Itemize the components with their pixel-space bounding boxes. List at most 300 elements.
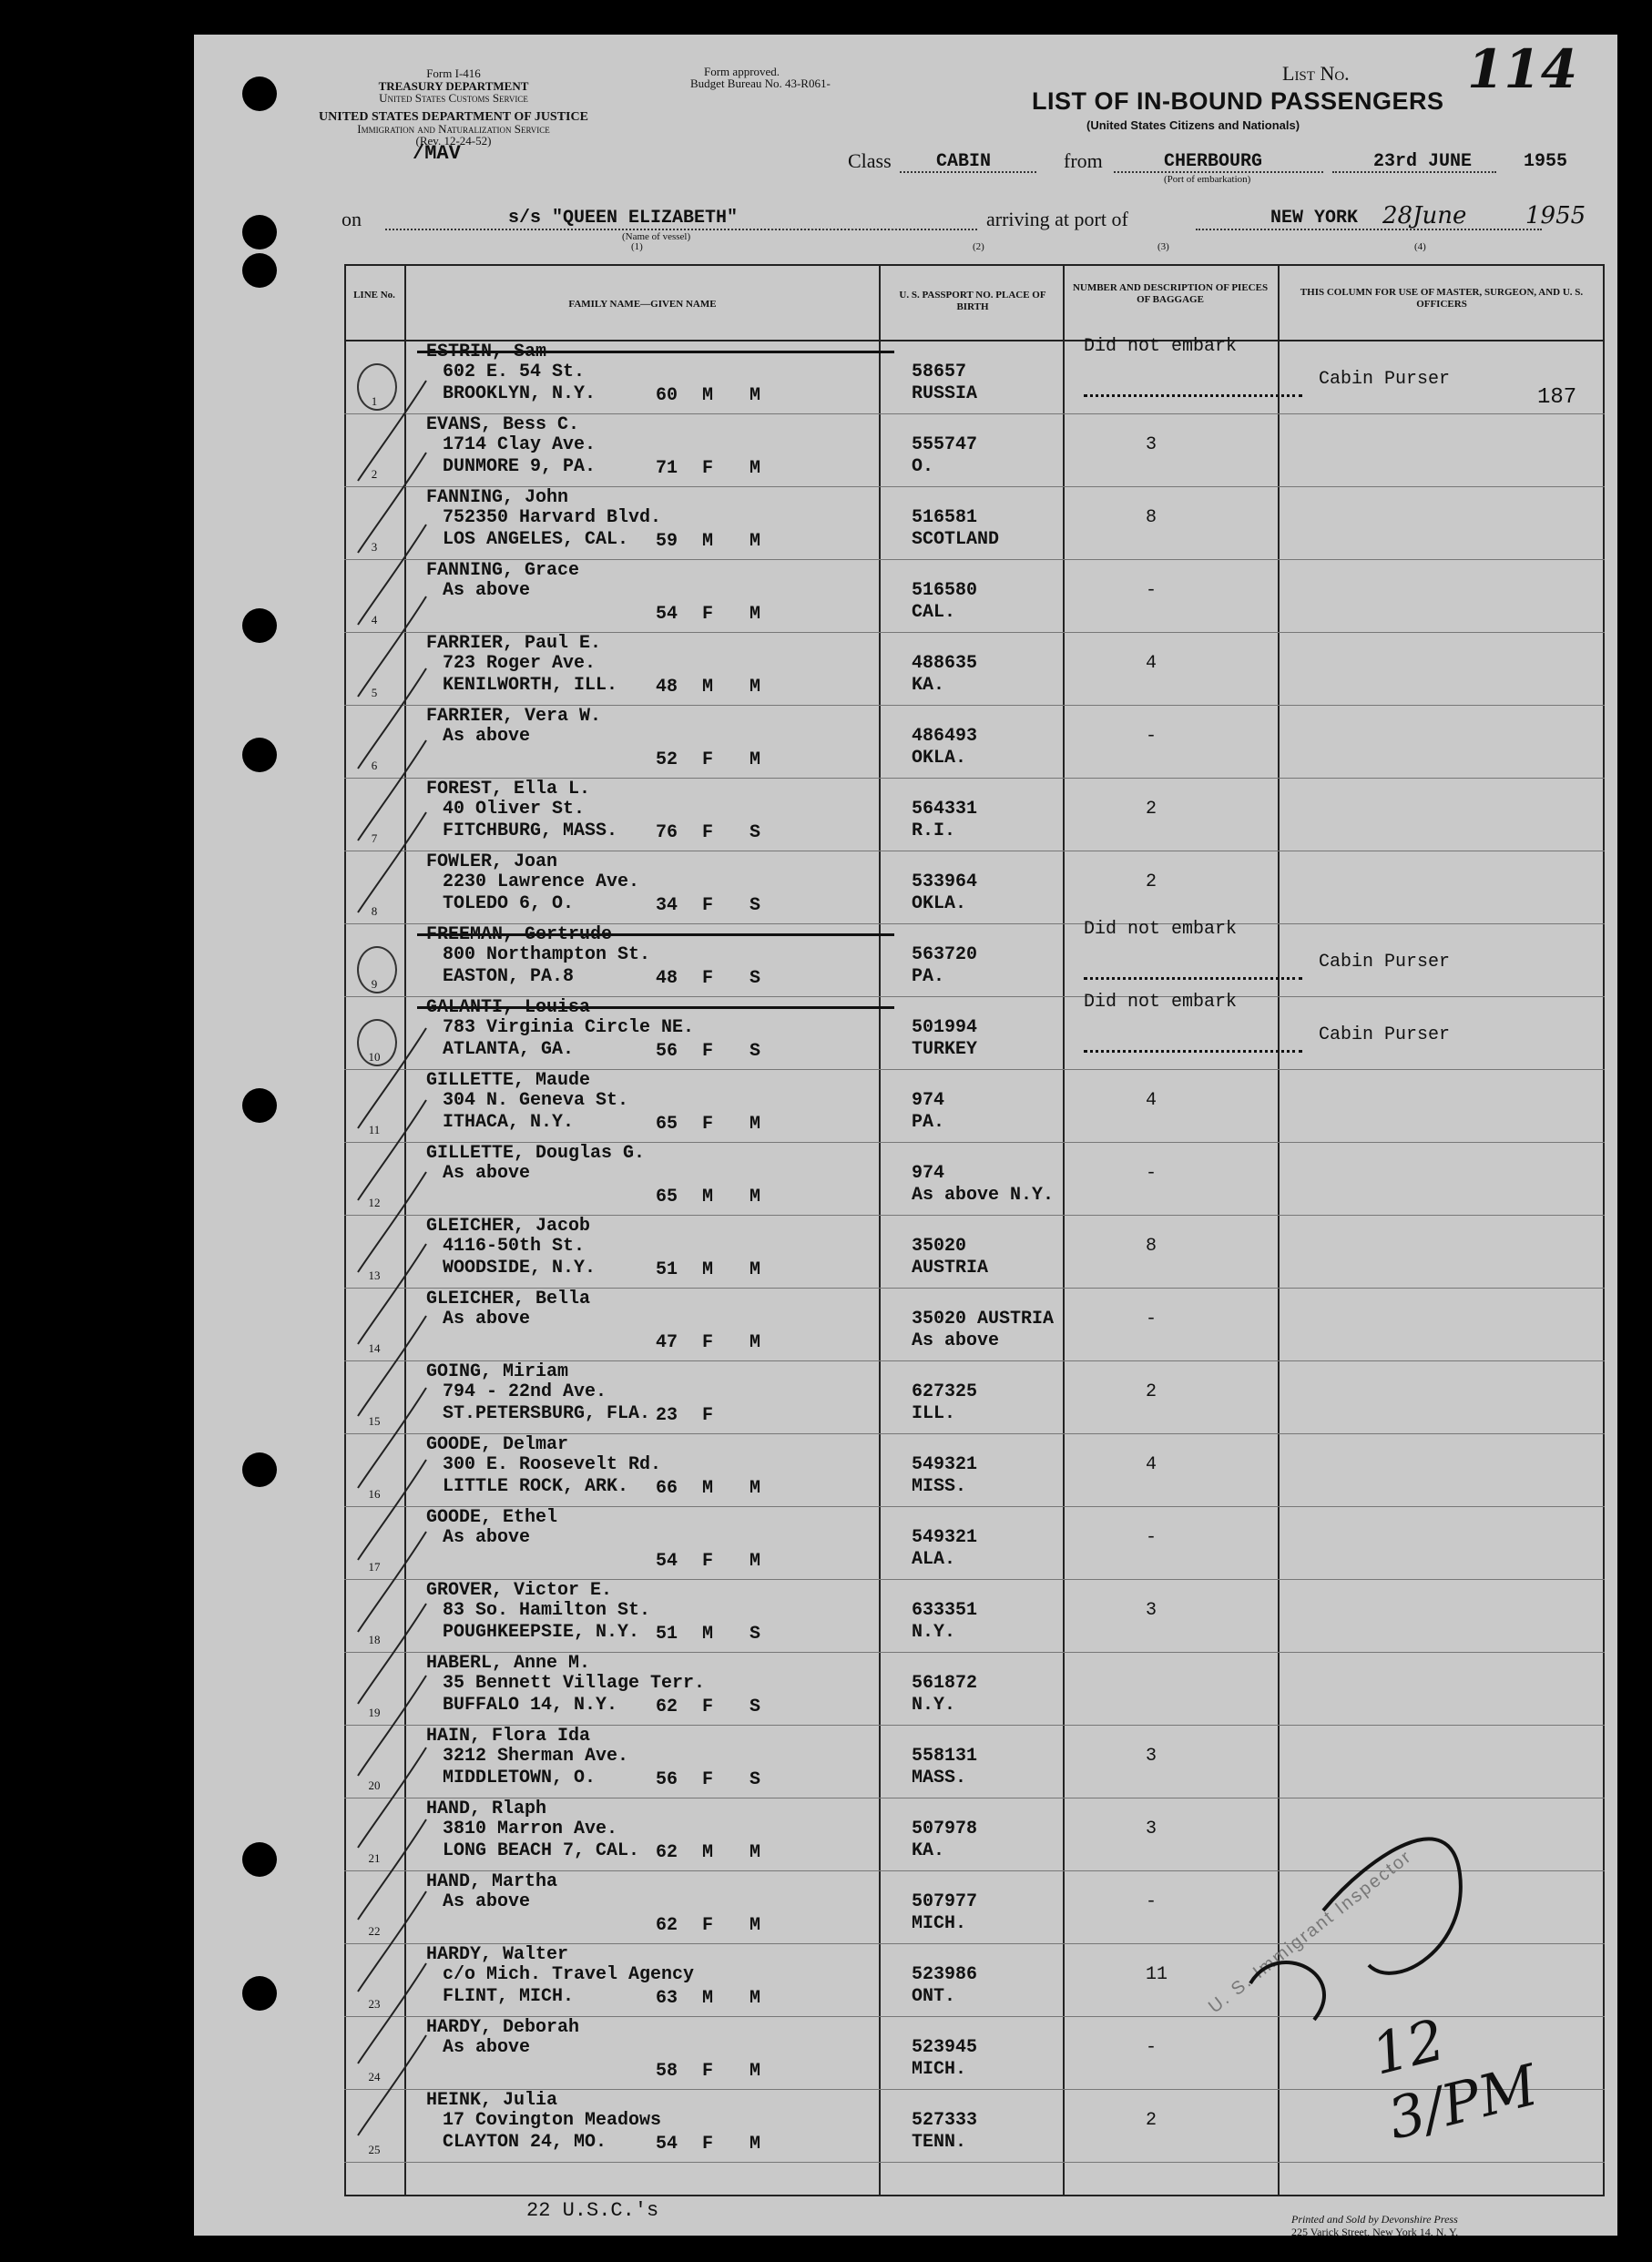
passenger-name: HABERL, Anne M. <box>426 1653 591 1674</box>
revision: (Rev. 12-24-52) <box>415 134 492 148</box>
form-number: Form I-416 <box>426 66 481 80</box>
passport-number: 633351 <box>912 1600 978 1621</box>
address-line: 83 So. Hamilton St. <box>443 1600 651 1621</box>
from-value: CHERBOURG <box>1164 151 1263 172</box>
check-mark <box>358 1747 426 1848</box>
city-line: FLINT, MICH. <box>443 1986 575 2007</box>
address-line: As above <box>443 726 531 747</box>
binder-hole <box>242 1842 277 1877</box>
arrival-date: 28June <box>1382 202 1467 229</box>
baggage-count: 11 <box>1146 1964 1168 1985</box>
passenger-name: FREEMAN, Gertrude <box>426 924 613 945</box>
passenger-row <box>344 919 1605 997</box>
handwritten-scrawl <box>1214 1747 1514 2047</box>
line-number: 1 <box>371 394 378 408</box>
passenger-name: GOODE, Ethel <box>426 1507 558 1528</box>
officer-note: Cabin Purser <box>1319 1024 1451 1045</box>
binder-hole <box>242 1088 277 1123</box>
passenger-row <box>344 560 1605 633</box>
city-line: MIDDLETOWN, O. <box>443 1768 597 1788</box>
sex: M <box>702 1842 714 1863</box>
officer-note: Cabin Purser <box>1319 952 1451 973</box>
passport-number: 558131 <box>912 1746 978 1767</box>
treasury-dept: TREASURY DEPARTMENT <box>378 79 529 93</box>
sex: F <box>702 1769 714 1790</box>
status-note: Did not embark <box>1084 919 1238 940</box>
passport-number: 563720 <box>912 944 978 965</box>
address-line: 752350 Harvard Blvd. <box>443 507 662 528</box>
sex: F <box>702 895 714 916</box>
baggage-count: - <box>1146 1163 1157 1184</box>
baggage-count: 4 <box>1146 1090 1157 1111</box>
passenger-name: GLEICHER, Jacob <box>426 1216 591 1237</box>
age: 54 <box>656 1551 678 1572</box>
baggage-count: - <box>1146 2037 1157 2058</box>
address-line: 3810 Marron Ave. <box>443 1819 618 1839</box>
passenger-row <box>344 1289 1605 1361</box>
passport-number: 58657 <box>912 362 967 382</box>
place-of-birth: N.Y. <box>912 1695 956 1716</box>
passenger-name: HAIN, Flora Ida <box>426 1726 591 1747</box>
line-number: 25 <box>368 2143 381 2156</box>
age: 56 <box>656 1769 678 1790</box>
check-mark <box>358 596 426 697</box>
sex: F <box>702 2061 714 2082</box>
vessel-rule <box>385 229 977 230</box>
age: 62 <box>656 1696 678 1717</box>
city-line: LONG BEACH 7, CAL. <box>443 1840 640 1861</box>
age: 60 <box>656 385 678 406</box>
age: 48 <box>656 677 678 698</box>
passport-number: 488635 <box>912 653 978 674</box>
binder-hole <box>242 608 277 643</box>
marital-status: S <box>750 895 761 916</box>
marital-status: M <box>750 1114 761 1135</box>
passenger-name: GOING, Miriam <box>426 1361 569 1382</box>
city-line: FITCHBURG, MASS. <box>443 820 618 841</box>
on-label: on <box>342 208 362 230</box>
line-number: 23 <box>368 1997 381 2011</box>
passport-number: 561872 <box>912 1673 978 1694</box>
status-note: Did not embark <box>1084 992 1238 1013</box>
age: 51 <box>656 1624 678 1645</box>
address-line: As above <box>443 1163 531 1184</box>
inspection-time: 12 3/PM <box>1365 2005 1545 2153</box>
marital-status: M <box>750 2061 761 2082</box>
address-line: 602 E. 54 St. <box>443 362 586 382</box>
class-value: CABIN <box>936 151 992 172</box>
sex: F <box>702 604 714 625</box>
marital-status: M <box>750 1332 761 1353</box>
officer-number: 187 <box>1537 385 1577 410</box>
sex: F <box>702 1696 714 1717</box>
passport-number: 974 <box>912 1163 945 1184</box>
age: 58 <box>656 2061 678 2082</box>
place-of-birth: KA. <box>912 675 945 696</box>
form-approved: Form approved. <box>704 65 780 78</box>
passenger-name: GILLETTE, Maude <box>426 1070 591 1091</box>
departure-date: 23rd JUNE <box>1373 151 1473 172</box>
city-line: EASTON, PA.8 <box>443 966 575 987</box>
passenger-row <box>344 706 1605 779</box>
address-line: As above <box>443 1527 531 1548</box>
passport-number: 549321 <box>912 1454 978 1475</box>
status-note: Did not embark <box>1084 336 1238 357</box>
passenger-row <box>344 1143 1605 1216</box>
age: 54 <box>656 604 678 625</box>
passport-number: 35020 <box>912 1236 967 1257</box>
line-number: 17 <box>368 1560 381 1574</box>
sex: M <box>702 531 714 552</box>
passenger-row <box>344 414 1605 487</box>
line-number: 7 <box>371 831 378 845</box>
age: 47 <box>656 1332 678 1353</box>
inspector-stamp: U. S. Immigrant Inspector <box>1205 1846 1416 2018</box>
binder-hole <box>242 1976 277 2011</box>
age: 65 <box>656 1114 678 1135</box>
passport-number: 501994 <box>912 1017 978 1038</box>
place-of-birth: N.Y. <box>912 1622 956 1643</box>
passenger-name: HAND, Martha <box>426 1871 558 1892</box>
from-label: from <box>1064 149 1103 172</box>
city-line: ITHACA, N.Y. <box>443 1112 575 1133</box>
passenger-name: GROVER, Victor E. <box>426 1580 613 1601</box>
dotted-leader <box>1084 977 1302 980</box>
col-num-3: (3) <box>1157 241 1169 252</box>
col-line-header: LINE No. <box>353 290 395 301</box>
passport-number: 974 <box>912 1090 945 1111</box>
passport-number: 627325 <box>912 1381 978 1402</box>
marital-status: M <box>750 749 761 770</box>
manifest-sheet <box>194 35 1617 2236</box>
place-of-birth: OKLA. <box>912 748 967 769</box>
check-mark <box>358 525 426 625</box>
passport-number: 523986 <box>912 1964 978 1985</box>
city-line: CLAYTON 24, MO. <box>443 2132 607 2153</box>
passenger-name: HARDY, Walter <box>426 1944 569 1965</box>
age: 71 <box>656 458 678 479</box>
dotted-leader <box>1084 1050 1302 1053</box>
line-number: 14 <box>368 1341 381 1355</box>
place-of-birth: MICH. <box>912 2059 967 2080</box>
check-mark <box>358 740 426 841</box>
strike-line <box>417 1006 894 1009</box>
passenger-row <box>344 633 1605 706</box>
sex: F <box>702 1405 714 1426</box>
marital-status: S <box>750 968 761 989</box>
line-number: 4 <box>371 613 378 627</box>
passenger-row <box>344 1507 1605 1580</box>
departure-year: 1955 <box>1524 151 1568 172</box>
class-label: Class <box>848 149 892 172</box>
marital-status: S <box>750 1624 761 1645</box>
passenger-name: FARRIER, Vera W. <box>426 706 602 727</box>
arrival-rule <box>1196 229 1542 230</box>
check-mark <box>358 453 426 553</box>
age: 62 <box>656 1915 678 1936</box>
passenger-row <box>344 1361 1605 1434</box>
place-of-birth: CAL. <box>912 602 956 623</box>
budget-bureau: Budget Bureau No. 43-R061- <box>690 76 831 90</box>
check-mark <box>358 1460 426 1560</box>
age: 51 <box>656 1259 678 1280</box>
check-mark <box>358 1676 426 1776</box>
address-line: 40 Oliver St. <box>443 799 586 820</box>
marital-status: M <box>750 2134 761 2155</box>
mav-mark: /MAV <box>413 142 461 165</box>
baggage-count: - <box>1146 1891 1157 1912</box>
vessel-caption: (Name of vessel) <box>622 231 691 242</box>
passenger-name: ESTRIN, Sam <box>426 341 547 362</box>
passenger-row <box>344 1070 1605 1143</box>
passenger-name: FARRIER, Paul E. <box>426 633 602 654</box>
place-of-birth: As above <box>912 1330 1000 1351</box>
customs-service: United States Customs Service <box>379 91 528 105</box>
sex: M <box>702 1478 714 1499</box>
age: 59 <box>656 531 678 552</box>
line-number: 13 <box>368 1269 381 1282</box>
passenger-row <box>344 487 1605 560</box>
passenger-row <box>344 336 1605 414</box>
marital-status: S <box>750 1769 761 1790</box>
baggage-count: - <box>1146 1309 1157 1330</box>
place-of-birth: KA. <box>912 1840 945 1861</box>
address-line: As above <box>443 2037 531 2058</box>
line-number: 9 <box>371 977 378 991</box>
passenger-name: FANNING, John <box>426 487 569 508</box>
check-mark <box>358 1891 426 1992</box>
passport-number: 527333 <box>912 2110 978 2131</box>
passenger-row <box>344 1216 1605 1289</box>
address-line: 304 N. Geneva St. <box>443 1090 629 1111</box>
marital-status: M <box>750 1915 761 1936</box>
passenger-name: GOODE, Delmar <box>426 1434 569 1455</box>
document-title: LIST OF IN-BOUND PASSENGERS <box>1032 87 1444 115</box>
check-mark <box>358 381 426 481</box>
age: 63 <box>656 1988 678 2009</box>
city-line: BUFFALO 14, N.Y. <box>443 1695 618 1716</box>
baggage-count: 3 <box>1146 1746 1157 1767</box>
officer-note: Cabin Purser <box>1319 369 1451 390</box>
age: 66 <box>656 1478 678 1499</box>
line-number: 22 <box>368 1924 381 1938</box>
passport-number: 486493 <box>912 726 978 747</box>
place-of-birth: MISS. <box>912 1476 967 1497</box>
check-mark <box>358 1316 426 1416</box>
address-line: 17 Covington Meadows <box>443 2110 662 2131</box>
date-rule <box>1332 171 1496 173</box>
check-mark <box>358 1532 426 1632</box>
passenger-row <box>344 1434 1605 1507</box>
sex: F <box>702 1915 714 1936</box>
marital-status: S <box>750 1041 761 1062</box>
sex: M <box>702 1187 714 1207</box>
marital-status: M <box>750 1259 761 1280</box>
dotted-leader <box>1084 394 1302 397</box>
sex: F <box>702 968 714 989</box>
passport-number: 516580 <box>912 580 978 601</box>
check-mark <box>358 1244 426 1344</box>
justice-dept: UNITED STATES DEPARTMENT OF JUSTICE <box>319 110 588 124</box>
place-of-birth: TURKEY <box>912 1039 978 1060</box>
place-of-birth: MASS. <box>912 1768 967 1788</box>
ins-service: Immigration and Naturalization Service <box>357 122 550 136</box>
address-line: As above <box>443 580 531 601</box>
address-line: 800 Northampton St. <box>443 944 651 965</box>
place-of-birth: ALA. <box>912 1549 956 1570</box>
col-num-1: (1) <box>631 241 643 252</box>
passenger-name: HAND, Rlaph <box>426 1798 547 1819</box>
age: 62 <box>656 1842 678 1863</box>
printer-line-1: Printed and Sold by Devonshire Press <box>1291 2213 1458 2226</box>
col-num-4: (4) <box>1414 241 1426 252</box>
city-line: ST.PETERSBURG, FLA. <box>443 1403 651 1424</box>
marital-status: M <box>750 677 761 698</box>
line-number: 11 <box>368 1123 381 1136</box>
place-of-birth: TENN. <box>912 2132 967 2153</box>
sex: F <box>702 458 714 479</box>
col-passport-header: U. S. PASSPORT NO. PLACE OF BIRTH <box>899 290 1046 312</box>
address-line: As above <box>443 1309 531 1330</box>
baggage-count: 3 <box>1146 1600 1157 1621</box>
city-line: KENILWORTH, ILL. <box>443 675 618 696</box>
passenger-name: FOREST, Ella L. <box>426 779 591 800</box>
arrival-year: 1955 <box>1525 202 1586 229</box>
sex: M <box>702 385 714 406</box>
marital-status: M <box>750 531 761 552</box>
passport-number: 564331 <box>912 799 978 820</box>
arrival-port: NEW YORK <box>1270 208 1359 229</box>
city-line: WOODSIDE, N.Y. <box>443 1258 597 1279</box>
place-of-birth: SCOTLAND <box>912 529 1000 550</box>
place-of-birth: AUSTRIA <box>912 1258 989 1279</box>
baggage-count: 2 <box>1146 799 1157 820</box>
age: 34 <box>656 895 678 916</box>
baggage-count: 3 <box>1146 434 1157 455</box>
passenger-row <box>344 851 1605 924</box>
place-of-birth: O. <box>912 456 934 477</box>
address-line: 3212 Sherman Ave. <box>443 1746 629 1767</box>
sex: F <box>702 822 714 843</box>
col-baggage-header: NUMBER AND DESCRIPTION OF PIECES OF BAGGAGE <box>1072 282 1269 305</box>
baggage-count: - <box>1146 1527 1157 1548</box>
line-number: 20 <box>368 1778 381 1792</box>
age: 23 <box>656 1405 678 1426</box>
line-number: 10 <box>368 1050 381 1064</box>
passenger-name: GALANTI, Louisa <box>426 997 591 1018</box>
passenger-name: EVANS, Bess C. <box>426 414 580 435</box>
address-line: 783 Virginia Circle NE. <box>443 1017 695 1038</box>
passenger-row <box>344 1653 1605 1726</box>
city-line: POUGHKEEPSIE, N.Y. <box>443 1622 640 1643</box>
age: 65 <box>656 1187 678 1207</box>
passport-number: 507977 <box>912 1891 978 1912</box>
passenger-row <box>344 992 1605 1070</box>
check-mark <box>358 1819 426 1920</box>
marital-status: S <box>750 1696 761 1717</box>
city-line: TOLEDO 6, O. <box>443 893 575 914</box>
usc-count: 22 U.S.C.'s <box>526 2199 659 2222</box>
city-line: BROOKLYN, N.Y. <box>443 383 597 404</box>
marital-status: M <box>750 1478 761 1499</box>
vessel-name: s/s "QUEEN ELIZABETH" <box>508 208 739 229</box>
sex: F <box>702 1041 714 1062</box>
line-number: 12 <box>368 1196 381 1209</box>
city-line: LITTLE ROCK, ARK. <box>443 1476 629 1497</box>
check-mark <box>358 1028 426 1128</box>
passport-number: 35020 AUSTRIA <box>912 1309 1055 1330</box>
check-marks <box>194 35 431 2236</box>
check-mark <box>358 1604 426 1704</box>
place-of-birth: PA. <box>912 1112 945 1133</box>
line-number: 21 <box>368 1851 381 1865</box>
sex: M <box>702 1624 714 1645</box>
address-line: 723 Roger Ave. <box>443 653 597 674</box>
sex: F <box>702 1332 714 1353</box>
sex: F <box>702 1114 714 1135</box>
list-no-label: List No. <box>1282 62 1350 85</box>
marital-status: M <box>750 385 761 406</box>
place-of-birth: PA. <box>912 966 945 987</box>
col-name-header: FAMILY NAME—GIVEN NAME <box>568 299 717 310</box>
baggage-count: 4 <box>1146 1454 1157 1475</box>
passport-number: 533964 <box>912 871 978 892</box>
passenger-name: HARDY, Deborah <box>426 2017 580 2038</box>
binder-hole <box>242 1452 277 1487</box>
passenger-name: FOWLER, Joan <box>426 851 558 872</box>
passenger-name: FANNING, Grace <box>426 560 580 581</box>
address-line: 794 - 22nd Ave. <box>443 1381 607 1402</box>
place-of-birth: ILL. <box>912 1403 956 1424</box>
sex: M <box>702 677 714 698</box>
city-line: ATLANTA, GA. <box>443 1039 575 1060</box>
passport-number: 516581 <box>912 507 978 528</box>
age: 76 <box>656 822 678 843</box>
col-num-2: (2) <box>973 241 984 252</box>
binder-hole <box>242 215 277 250</box>
baggage-count: - <box>1146 726 1157 747</box>
from-rule <box>1114 171 1323 173</box>
passenger-row <box>344 779 1605 851</box>
baggage-count: 4 <box>1146 653 1157 674</box>
line-number: 16 <box>368 1487 381 1501</box>
baggage-count: 8 <box>1146 1236 1157 1257</box>
sex: F <box>702 1551 714 1572</box>
age: 52 <box>656 749 678 770</box>
strike-line <box>417 933 894 936</box>
line-number: 8 <box>371 904 378 918</box>
baggage-count: 3 <box>1146 1819 1157 1839</box>
marital-status: M <box>750 1988 761 2009</box>
sex: M <box>702 1259 714 1280</box>
line-number: 6 <box>371 759 378 772</box>
check-mark <box>358 1172 426 1272</box>
address-line: 300 E. Roosevelt Rd. <box>443 1454 662 1475</box>
place-of-birth: ONT. <box>912 1986 956 2007</box>
check-mark <box>358 1963 426 2063</box>
check-mark <box>358 812 426 912</box>
baggage-count: 2 <box>1146 1381 1157 1402</box>
line-number: 3 <box>371 540 378 554</box>
marital-status: M <box>750 458 761 479</box>
passport-number: 555747 <box>912 434 978 455</box>
check-mark <box>358 668 426 769</box>
check-mark <box>358 1100 426 1200</box>
arriving-label: arriving at port of <box>986 208 1128 230</box>
address-line: As above <box>443 1891 531 1912</box>
address-line: 4116-50th St. <box>443 1236 586 1257</box>
place-of-birth: RUSSIA <box>912 383 978 404</box>
